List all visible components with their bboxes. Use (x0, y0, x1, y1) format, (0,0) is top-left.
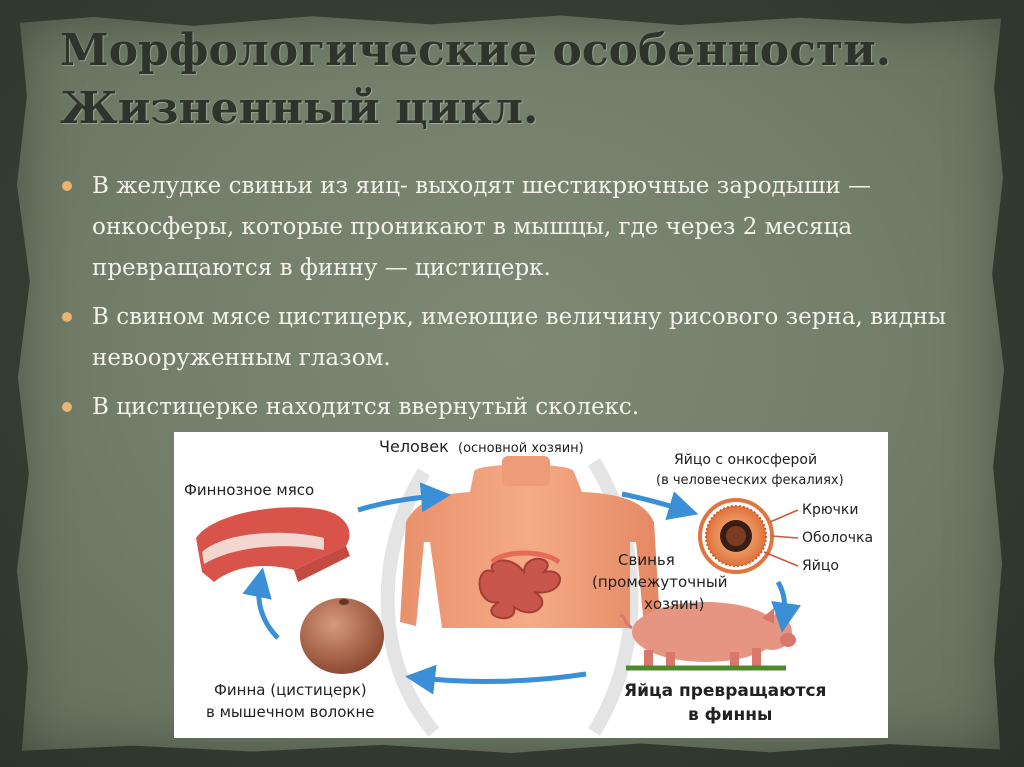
egg-title-line-1: Яйцо с онкосферой (674, 452, 818, 468)
egg-label: Яйцо (802, 558, 839, 574)
hooks-label: Крючки (802, 502, 859, 518)
bullet-list (60, 166, 980, 436)
bullet-item (60, 387, 980, 428)
eggs-to-finns-line-1: Яйца превращаются (624, 681, 827, 701)
bullet-dot-icon (62, 402, 72, 412)
pig-label-line-1: Свинья (618, 551, 675, 569)
meat-icon (196, 507, 350, 582)
bullet-text: В цистицерке находится ввернутый сколекс. (92, 394, 640, 420)
arrow-pig-to-finna-icon (420, 674, 586, 681)
bullet-item (60, 166, 980, 289)
title-line-1: Морфологические особенности. (60, 25, 892, 76)
pig-label-line-3: хозяин) (644, 595, 705, 613)
human-title: Человек (379, 437, 449, 456)
bullet-item (60, 297, 980, 379)
bullet-text: В свином мясе цистицерк, имеющие величину рисового зерна, видны невооруженным глазом. (92, 304, 947, 371)
arrow-egg-to-pig-icon (778, 582, 785, 618)
bullet-dot-icon (62, 312, 72, 322)
life-cycle-diagram (174, 432, 888, 738)
finna-label-line-2: в мышечном волокне (206, 703, 375, 721)
egg-title-line-2: (в человеческих фекалиях) (656, 473, 844, 488)
slide-title (60, 22, 891, 138)
egg-oncosphere-icon (700, 500, 772, 572)
finna-label-line-1: Финна (цистицерк) (214, 681, 367, 699)
shell-label: Оболочка (802, 530, 874, 546)
finna-cyst-icon (300, 598, 384, 674)
title-line-2: Жизненный цикл. (60, 83, 539, 134)
meat-label: Финнозное мясо (184, 481, 315, 499)
human-torso-icon (400, 456, 660, 628)
pig-label-line-2: (промежуточный (592, 573, 728, 591)
bullet-dot-icon (62, 181, 72, 191)
human-subtitle: (основной хозяин) (458, 441, 584, 456)
arrow-finna-to-meat-icon (259, 582, 278, 638)
eggs-to-finns-line-2: в финны (688, 705, 773, 725)
bullet-text: В желудке свиньи из яиц- выходят шестикрючные зародыши — онкосферы, которые проникают в мышцы, где через 2 месяца превращаются в финну — цистицерк. (92, 173, 872, 281)
